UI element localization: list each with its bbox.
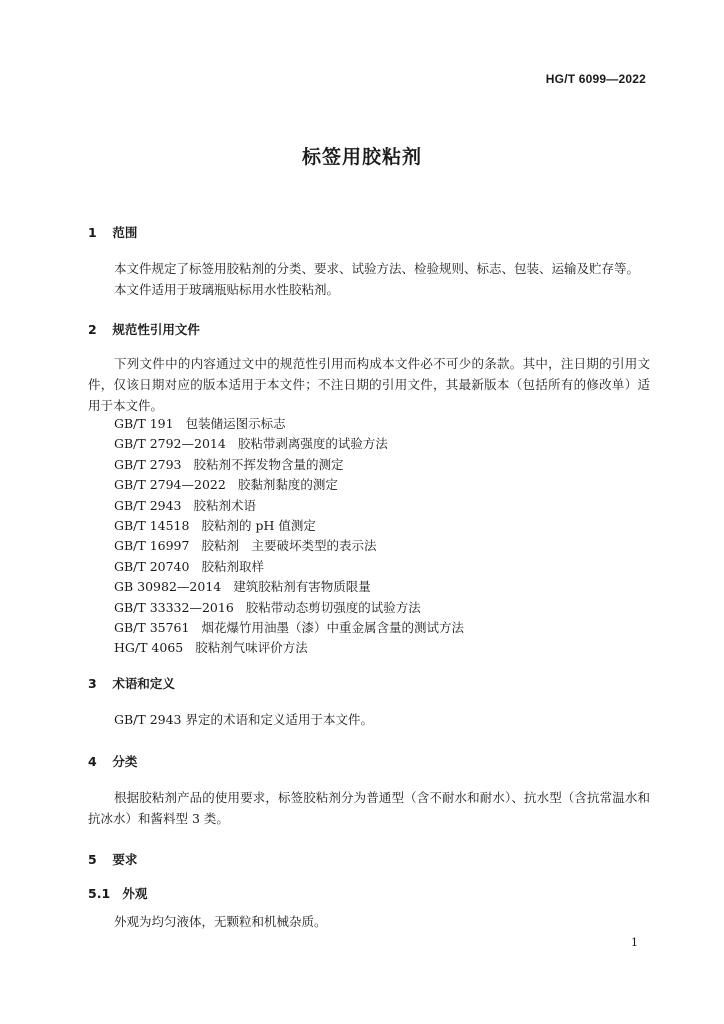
section-4-number: 4 <box>88 754 97 769</box>
reference-name: 包装储运图示标志 <box>185 416 286 431</box>
section-4-title: 分类 <box>112 754 138 769</box>
reference-code: GB/T 35761 <box>114 620 190 636</box>
subsection-5-1-number: 5.1 <box>88 886 111 901</box>
reference-code: GB/T 20740 <box>114 558 190 574</box>
reference-code: GB/T 2943 <box>114 497 182 513</box>
reference-item <box>114 536 464 556</box>
reference-name: 建筑胶粘剂有害物质限量 <box>233 579 371 595</box>
reference-code: GB/T 2792—2014 <box>114 436 226 452</box>
section-3-number: 3 <box>88 676 97 691</box>
section-3-paragraph: GB/T 2943 界定的术语和定义适用于本文件。 <box>114 712 373 727</box>
subsection-5-1-heading <box>88 884 147 902</box>
reference-name: 烟花爆竹用油墨（漆）中重金属含量的测试方法 <box>201 620 464 636</box>
reference-code: GB/T 2793 <box>114 456 182 472</box>
subsection-5-1-paragraph: 外观为均匀液体，无颗粒和机械杂质。 <box>114 914 327 929</box>
reference-item <box>114 414 464 434</box>
reference-item <box>114 455 464 475</box>
reference-item <box>114 434 464 454</box>
reference-item <box>114 618 464 638</box>
reference-code: GB/T 2794—2022 <box>114 477 226 493</box>
section-1-title: 范围 <box>112 225 138 240</box>
section-2-title: 规范性引用文件 <box>112 322 200 337</box>
reference-code: GB/T 33332—2016 <box>114 599 234 615</box>
reference-name: 胶粘剂 主要破坏类型的表示法 <box>201 538 377 554</box>
section-4-heading <box>88 752 137 770</box>
reference-name: 胶粘剂气味评价方法 <box>195 640 308 656</box>
reference-name: 胶粘剂不挥发物含量的测定 <box>193 456 344 472</box>
reference-item <box>114 557 464 577</box>
section-5-heading <box>88 850 137 868</box>
section-2-intro: 下列文件中的内容通过文中的规范性引用而构成本文件必不可少的条款。其中，注日期的引用文件，仅该日期对应的版本适用于本文件；不注日期的引用文件，其最新版本（包括所有的修改单）适用于本文件。 <box>88 356 650 413</box>
subsection-5-1-title: 外观 <box>122 886 148 901</box>
section-1-paragraph-1: 本文件规定了标签用胶粘剂的分类、要求、试验方法、检验规则、标志、包装、运输及贮存等。 <box>114 261 640 276</box>
section-2-number: 2 <box>88 322 97 337</box>
reference-code: GB 30982—2014 <box>114 579 222 595</box>
page-number: 1 <box>631 936 638 949</box>
reference-name: 胶粘剂术语 <box>193 497 257 513</box>
reference-name: 胶粘带动态剪切强度的试验方法 <box>245 599 421 615</box>
section-4-paragraph: 根据胶粘剂产品的使用要求，标签胶粘剂分为普通型（含不耐水和耐水）、抗水型（含抗常温水和抗冰水）和酱料型 3 类。 <box>88 790 650 826</box>
reference-code: GB/T 14518 <box>114 518 190 534</box>
section-3-title: 术语和定义 <box>112 676 175 691</box>
reference-item <box>114 598 464 618</box>
reference-code: GB/T 191 <box>114 416 174 431</box>
reference-name: 胶粘带剥离强度的试验方法 <box>237 436 388 452</box>
section-1-heading <box>88 223 137 241</box>
reference-item <box>114 577 464 597</box>
section-5-number: 5 <box>88 852 97 867</box>
reference-item <box>114 496 464 516</box>
reference-item <box>114 475 464 495</box>
reference-item <box>114 516 464 536</box>
reference-name: 胶粘剂取样 <box>201 558 264 574</box>
section-1-number: 1 <box>88 225 97 240</box>
reference-code: GB/T 16997 <box>114 538 190 554</box>
reference-name: 胶黏剂黏度的测定 <box>237 477 338 493</box>
standard-code: HG/T 6099—2022 <box>545 72 646 86</box>
reference-item <box>114 638 464 658</box>
section-3-heading <box>88 674 175 692</box>
reference-list <box>114 414 464 659</box>
reference-code: HG/T 4065 <box>114 640 184 656</box>
section-5-title: 要求 <box>112 852 138 867</box>
section-1-paragraph-2: 本文件适用于玻璃瓶贴标用水性胶粘剂。 <box>114 282 340 297</box>
reference-name: 胶粘剂的 pH 值测定 <box>201 518 316 534</box>
section-2-heading <box>88 320 200 338</box>
document-title: 标签用胶粘剂 <box>301 146 422 168</box>
